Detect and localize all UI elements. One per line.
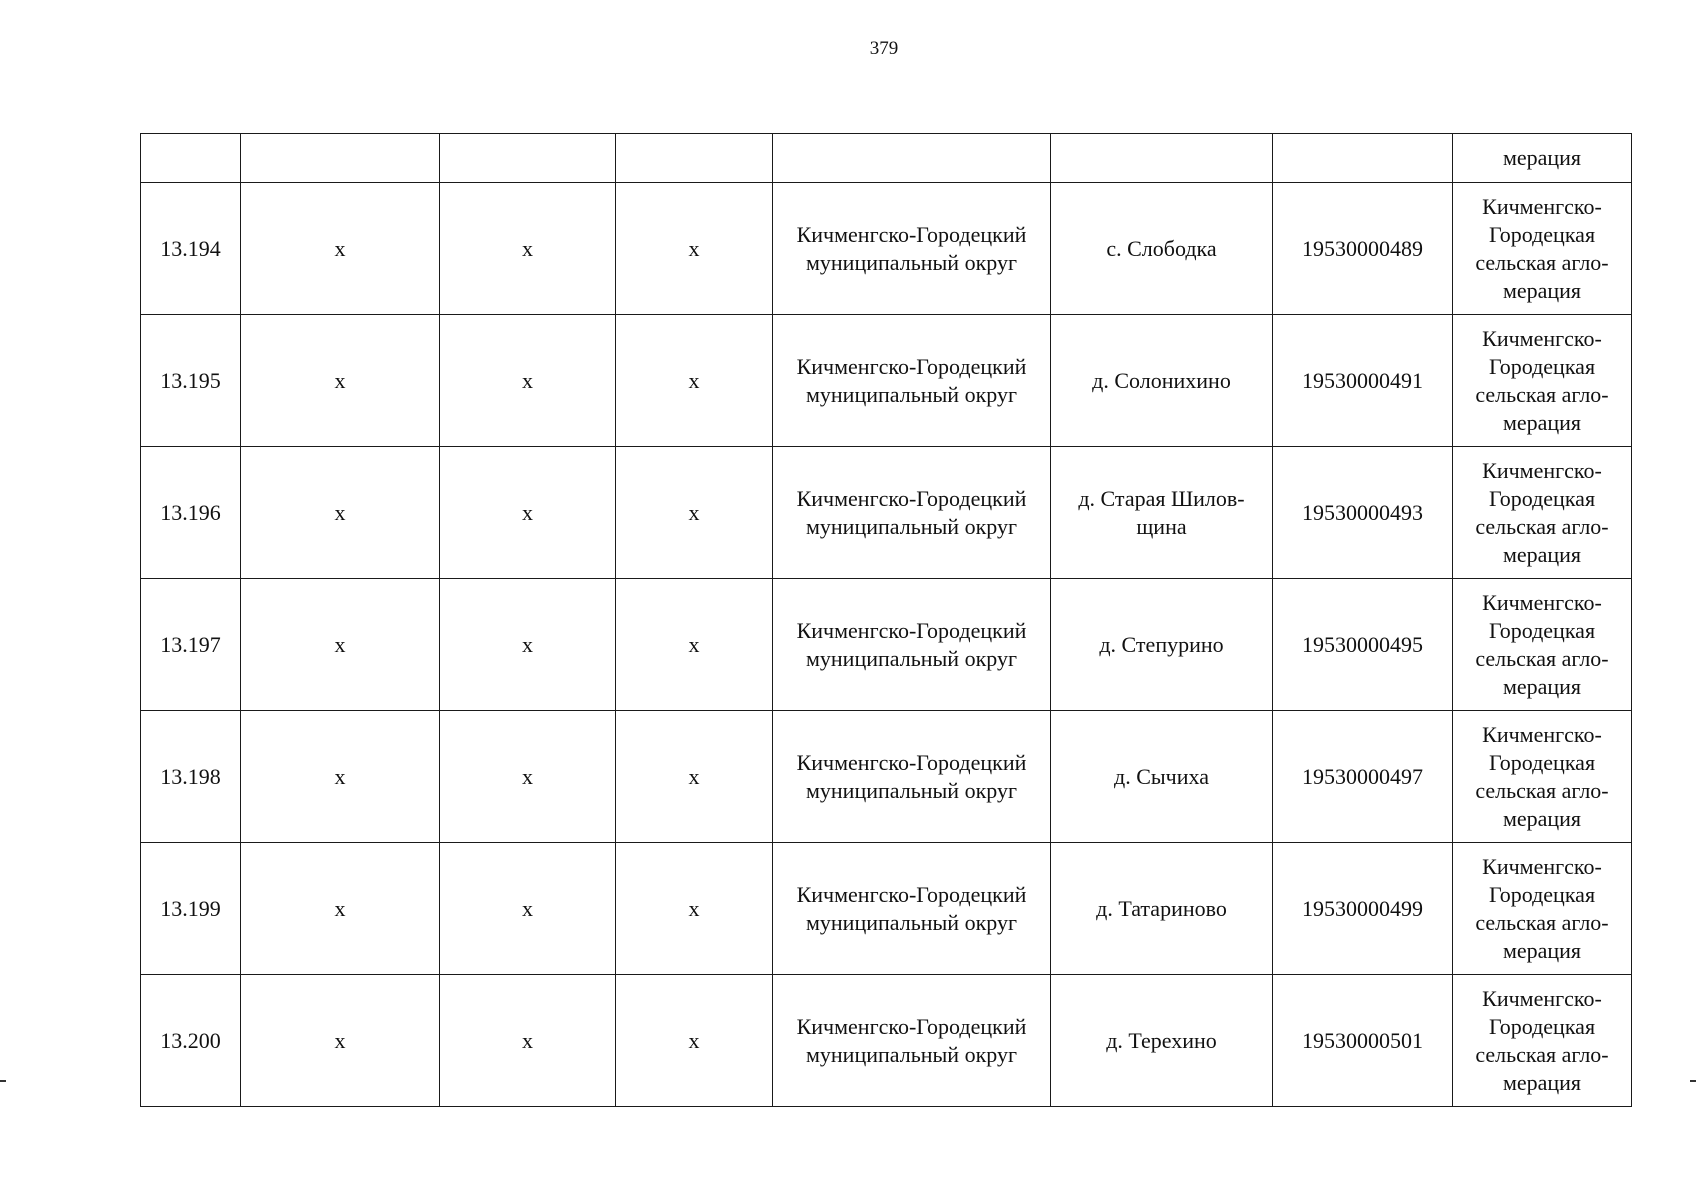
settlements-table-wrapper bbox=[140, 133, 1632, 1107]
agglomeration-line: Кичменгско- bbox=[1482, 853, 1602, 879]
district-line: муниципальный округ bbox=[805, 645, 1017, 671]
row-number-cell: 13.194 bbox=[141, 183, 241, 315]
row-number-cell: 13.199 bbox=[141, 843, 241, 975]
table-cell: х bbox=[440, 711, 616, 843]
agglomeration-line: сельская агло- bbox=[1475, 909, 1609, 935]
agglomeration-cell bbox=[1453, 711, 1632, 843]
continuation-row bbox=[141, 134, 1632, 183]
agglomeration-line: Городецкая bbox=[1488, 881, 1596, 907]
table-cell bbox=[616, 134, 773, 183]
code-cell: 19530000489 bbox=[1273, 183, 1453, 315]
district-line: муниципальный округ bbox=[805, 513, 1017, 539]
table-cell bbox=[440, 134, 616, 183]
settlement-line: д. Степурино bbox=[1099, 631, 1224, 657]
agglomeration-line: сельская агло- bbox=[1475, 777, 1609, 803]
agglomeration-line: Городецкая bbox=[1488, 353, 1596, 379]
settlement-line: д. Терехино bbox=[1106, 1027, 1217, 1053]
agglomeration-line: Городецкая bbox=[1488, 1013, 1596, 1039]
district-cell bbox=[773, 183, 1051, 315]
agglomeration-line: Кичменгско- bbox=[1482, 325, 1602, 351]
district-cell bbox=[773, 447, 1051, 579]
agglomeration-line: Кичменгско- bbox=[1482, 589, 1602, 615]
settlement-cell bbox=[1051, 579, 1273, 711]
agglomeration-cell: мерация bbox=[1453, 134, 1632, 183]
code-cell: 19530000493 bbox=[1273, 447, 1453, 579]
table-cell: х bbox=[616, 711, 773, 843]
settlement-line: с. Слободка bbox=[1106, 235, 1217, 261]
agglomeration-line: Городецкая bbox=[1488, 749, 1596, 775]
agglomeration-line: Кичменгско- bbox=[1482, 193, 1602, 219]
scan-edge-mark bbox=[0, 1080, 6, 1082]
agglomeration-line: мерация bbox=[1502, 805, 1582, 831]
table-row bbox=[141, 579, 1632, 711]
table-cell: х bbox=[440, 843, 616, 975]
agglomeration-cell bbox=[1453, 447, 1632, 579]
district-cell bbox=[773, 579, 1051, 711]
settlement-cell bbox=[1051, 183, 1273, 315]
agglomeration-cell bbox=[1453, 579, 1632, 711]
settlements-table bbox=[140, 133, 1632, 1107]
settlement-line: д. Солонихино bbox=[1092, 367, 1231, 393]
settlement-cell bbox=[1051, 843, 1273, 975]
table-cell: х bbox=[241, 579, 440, 711]
table-row bbox=[141, 711, 1632, 843]
agglomeration-line: мерация bbox=[1502, 673, 1582, 699]
table-cell: х bbox=[616, 183, 773, 315]
settlement-line: д. Сычиха bbox=[1114, 763, 1209, 789]
table-cell: х bbox=[241, 711, 440, 843]
table-cell: х bbox=[616, 843, 773, 975]
district-line: муниципальный округ bbox=[805, 381, 1017, 407]
district-line: муниципальный округ bbox=[805, 1041, 1017, 1067]
table-cell: х bbox=[440, 975, 616, 1107]
agglomeration-line: сельская агло- bbox=[1475, 645, 1609, 671]
table-cell bbox=[241, 134, 440, 183]
table-cell: х bbox=[616, 975, 773, 1107]
table-cell: х bbox=[440, 579, 616, 711]
code-cell: 19530000495 bbox=[1273, 579, 1453, 711]
table-row bbox=[141, 843, 1632, 975]
agglomeration-line: мерация bbox=[1502, 541, 1582, 567]
code-cell: 19530000497 bbox=[1273, 711, 1453, 843]
code-cell: 19530000499 bbox=[1273, 843, 1453, 975]
row-number-cell: 13.200 bbox=[141, 975, 241, 1107]
table-cell: х bbox=[241, 183, 440, 315]
agglomeration-line: Городецкая bbox=[1488, 485, 1596, 511]
table-row bbox=[141, 183, 1632, 315]
district-line: Кичменгско-Городецкий bbox=[796, 617, 1027, 643]
agglomeration-line: мерация bbox=[1502, 1069, 1582, 1095]
code-cell: 19530000501 bbox=[1273, 975, 1453, 1107]
agglomeration-cell bbox=[1453, 315, 1632, 447]
code-cell: 19530000491 bbox=[1273, 315, 1453, 447]
row-number-cell: 13.195 bbox=[141, 315, 241, 447]
agglomeration-line: мерация bbox=[1502, 409, 1582, 435]
district-cell bbox=[773, 843, 1051, 975]
settlement-cell bbox=[1051, 315, 1273, 447]
agglomeration-cell bbox=[1453, 975, 1632, 1107]
table-cell bbox=[773, 134, 1051, 183]
table-cell: х bbox=[241, 315, 440, 447]
row-number-cell: 13.198 bbox=[141, 711, 241, 843]
settlement-cell bbox=[1051, 711, 1273, 843]
agglomeration-line: Городецкая bbox=[1488, 617, 1596, 643]
row-number-cell: 13.196 bbox=[141, 447, 241, 579]
agglomeration-line: Кичменгско- bbox=[1482, 985, 1602, 1011]
table-cell: х bbox=[616, 579, 773, 711]
district-line: Кичменгско-Городецкий bbox=[796, 221, 1027, 247]
table-row bbox=[141, 447, 1632, 579]
district-line: Кичменгско-Городецкий bbox=[796, 353, 1027, 379]
table-cell: х bbox=[440, 447, 616, 579]
district-line: Кичменгско-Городецкий bbox=[796, 485, 1027, 511]
table-cell bbox=[141, 134, 241, 183]
agglomeration-line: мерация bbox=[1502, 937, 1582, 963]
agglomeration-line: сельская агло- bbox=[1475, 381, 1609, 407]
table-cell bbox=[1051, 134, 1273, 183]
table-cell bbox=[1273, 134, 1453, 183]
table-cell: х bbox=[616, 315, 773, 447]
district-cell bbox=[773, 315, 1051, 447]
table-cell: х bbox=[440, 315, 616, 447]
district-line: муниципальный округ bbox=[805, 249, 1017, 275]
agglomeration-line: сельская агло- bbox=[1475, 1041, 1609, 1067]
agglomeration-line: мерация bbox=[1502, 277, 1582, 303]
settlement-cell bbox=[1051, 975, 1273, 1107]
table-row bbox=[141, 975, 1632, 1107]
row-number-cell: 13.197 bbox=[141, 579, 241, 711]
agglomeration-cell bbox=[1453, 843, 1632, 975]
table-cell: х bbox=[241, 843, 440, 975]
scan-edge-mark bbox=[1690, 1080, 1696, 1082]
page-number: 379 bbox=[869, 38, 899, 59]
table-cell: х bbox=[616, 447, 773, 579]
district-line: муниципальный округ bbox=[805, 777, 1017, 803]
table-row bbox=[141, 315, 1632, 447]
district-cell bbox=[773, 975, 1051, 1107]
district-line: Кичменгско-Городецкий bbox=[796, 881, 1027, 907]
table-cell: х bbox=[241, 447, 440, 579]
district-line: Кичменгско-Городецкий bbox=[796, 1013, 1027, 1039]
table-cell: х bbox=[241, 975, 440, 1107]
district-cell bbox=[773, 711, 1051, 843]
district-line: Кичменгско-Городецкий bbox=[796, 749, 1027, 775]
agglomeration-line: Кичменгско- bbox=[1482, 721, 1602, 747]
settlement-cell bbox=[1051, 447, 1273, 579]
agglomeration-line: сельская агло- bbox=[1475, 513, 1609, 539]
settlement-line: д. Старая Шилов- bbox=[1078, 485, 1245, 511]
agglomeration-line: сельская агло- bbox=[1475, 249, 1609, 275]
agglomeration-cell bbox=[1453, 183, 1632, 315]
table-cell: х bbox=[440, 183, 616, 315]
settlement-line: д. Татариново bbox=[1096, 895, 1227, 921]
agglomeration-line: Городецкая bbox=[1488, 221, 1596, 247]
agglomeration-line: Кичменгско- bbox=[1482, 457, 1602, 483]
settlement-line: щина bbox=[1136, 513, 1187, 539]
district-line: муниципальный округ bbox=[805, 909, 1017, 935]
